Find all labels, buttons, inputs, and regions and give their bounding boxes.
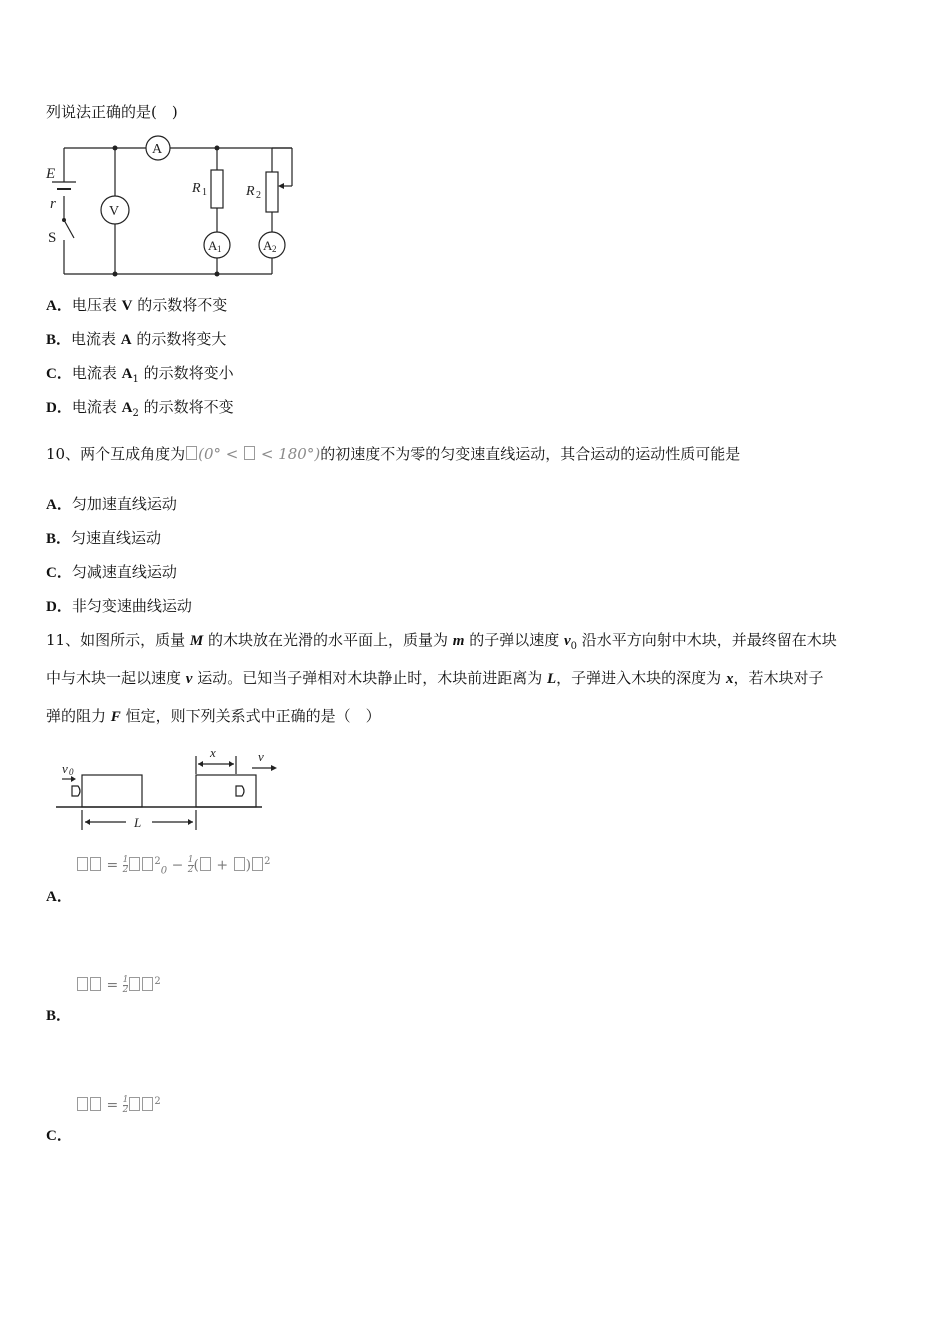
q10-option-a: A．匀加速直线运动 bbox=[46, 495, 177, 513]
q11-option-c-equation: = $\frac{1}{2}$ $^2$ bbox=[76, 1096, 161, 1115]
fig-v0-sub: 0 bbox=[69, 767, 74, 777]
bullet-block-figure bbox=[52, 744, 288, 836]
q10-option-b: B．匀速直线运动 bbox=[46, 529, 162, 547]
q9-option-a: A．电压表 V 的示数将不变 bbox=[46, 296, 228, 314]
q10-option-d: D．非匀变速曲线运动 bbox=[46, 597, 192, 615]
q11-stem-line2: 中与木块一起以速度 v 运动。已知当子弹相对木块静止时，木块前进距离为 L，子弹进入木块的深度为 x，若木块对子 bbox=[46, 669, 824, 687]
q9-option-b: B．电流表 A 的示数将变大 bbox=[46, 330, 227, 348]
ammeter-A2-sub: 2 bbox=[272, 244, 277, 254]
q11-option-a: A． bbox=[46, 889, 72, 905]
resistor-R1-sub: 1 bbox=[202, 187, 207, 198]
voltmeter-V-label: V bbox=[109, 204, 120, 219]
fig-L-label: L bbox=[134, 815, 142, 830]
q11-option-b: B． bbox=[46, 1008, 72, 1024]
fig-v-label: v bbox=[258, 749, 264, 764]
q11-stem-line1: 11、如图所示，质量 M 的木块放在光滑的水平面上，质量为 m 的子弹以速度 $v_0$ 沿水平方向射中木块，并最终留在木块 bbox=[46, 631, 837, 652]
label-E: E bbox=[46, 166, 56, 182]
label-S: S bbox=[48, 230, 57, 246]
resistor-R2-label: R bbox=[246, 184, 255, 199]
q10-stem: 10、两个互成角度为 (0° < < 180°)的初速度不为零的匀变速直线运动，其合运动的运动性质可能是 bbox=[46, 445, 741, 463]
theta-placeholder-box bbox=[186, 446, 197, 460]
ammeter-A2-label: A bbox=[263, 238, 273, 253]
q11-stem-line3: 弹的阻力 F 恒定，则下列关系式中正确的是（ ） bbox=[46, 707, 381, 725]
q11-option-b-equation: = $\frac{1}{2}$ $^2$ bbox=[76, 976, 161, 995]
resistor-R1-label: R bbox=[192, 181, 201, 196]
ammeter-A1-label: A bbox=[208, 238, 218, 253]
fig-v0-label: v bbox=[62, 761, 68, 776]
circuit-diagram bbox=[40, 132, 302, 282]
ammeter-A1-sub: 1 bbox=[217, 244, 222, 254]
q9-option-d: D．电流表 $A_2$ 的示数将不变 bbox=[46, 398, 234, 419]
ammeter-A-label: A bbox=[152, 142, 163, 157]
fig-x-label: x bbox=[210, 745, 216, 760]
q9-stem-tail: 列说法正确的是( ) bbox=[46, 103, 178, 121]
q10-option-c: C．匀减速直线运动 bbox=[46, 563, 177, 581]
q11-option-c: C． bbox=[46, 1128, 72, 1144]
resistor-R2-sub: 2 bbox=[256, 190, 261, 201]
q11-option-a-equation: = $\frac{1}{2}$ $^2_0$ − $\frac{1}{2}$ ( + ) $^2$ bbox=[76, 856, 270, 876]
label-r: r bbox=[50, 196, 56, 212]
q9-option-c: C．电流表 $A_1$ 的示数将变小 bbox=[46, 364, 234, 385]
